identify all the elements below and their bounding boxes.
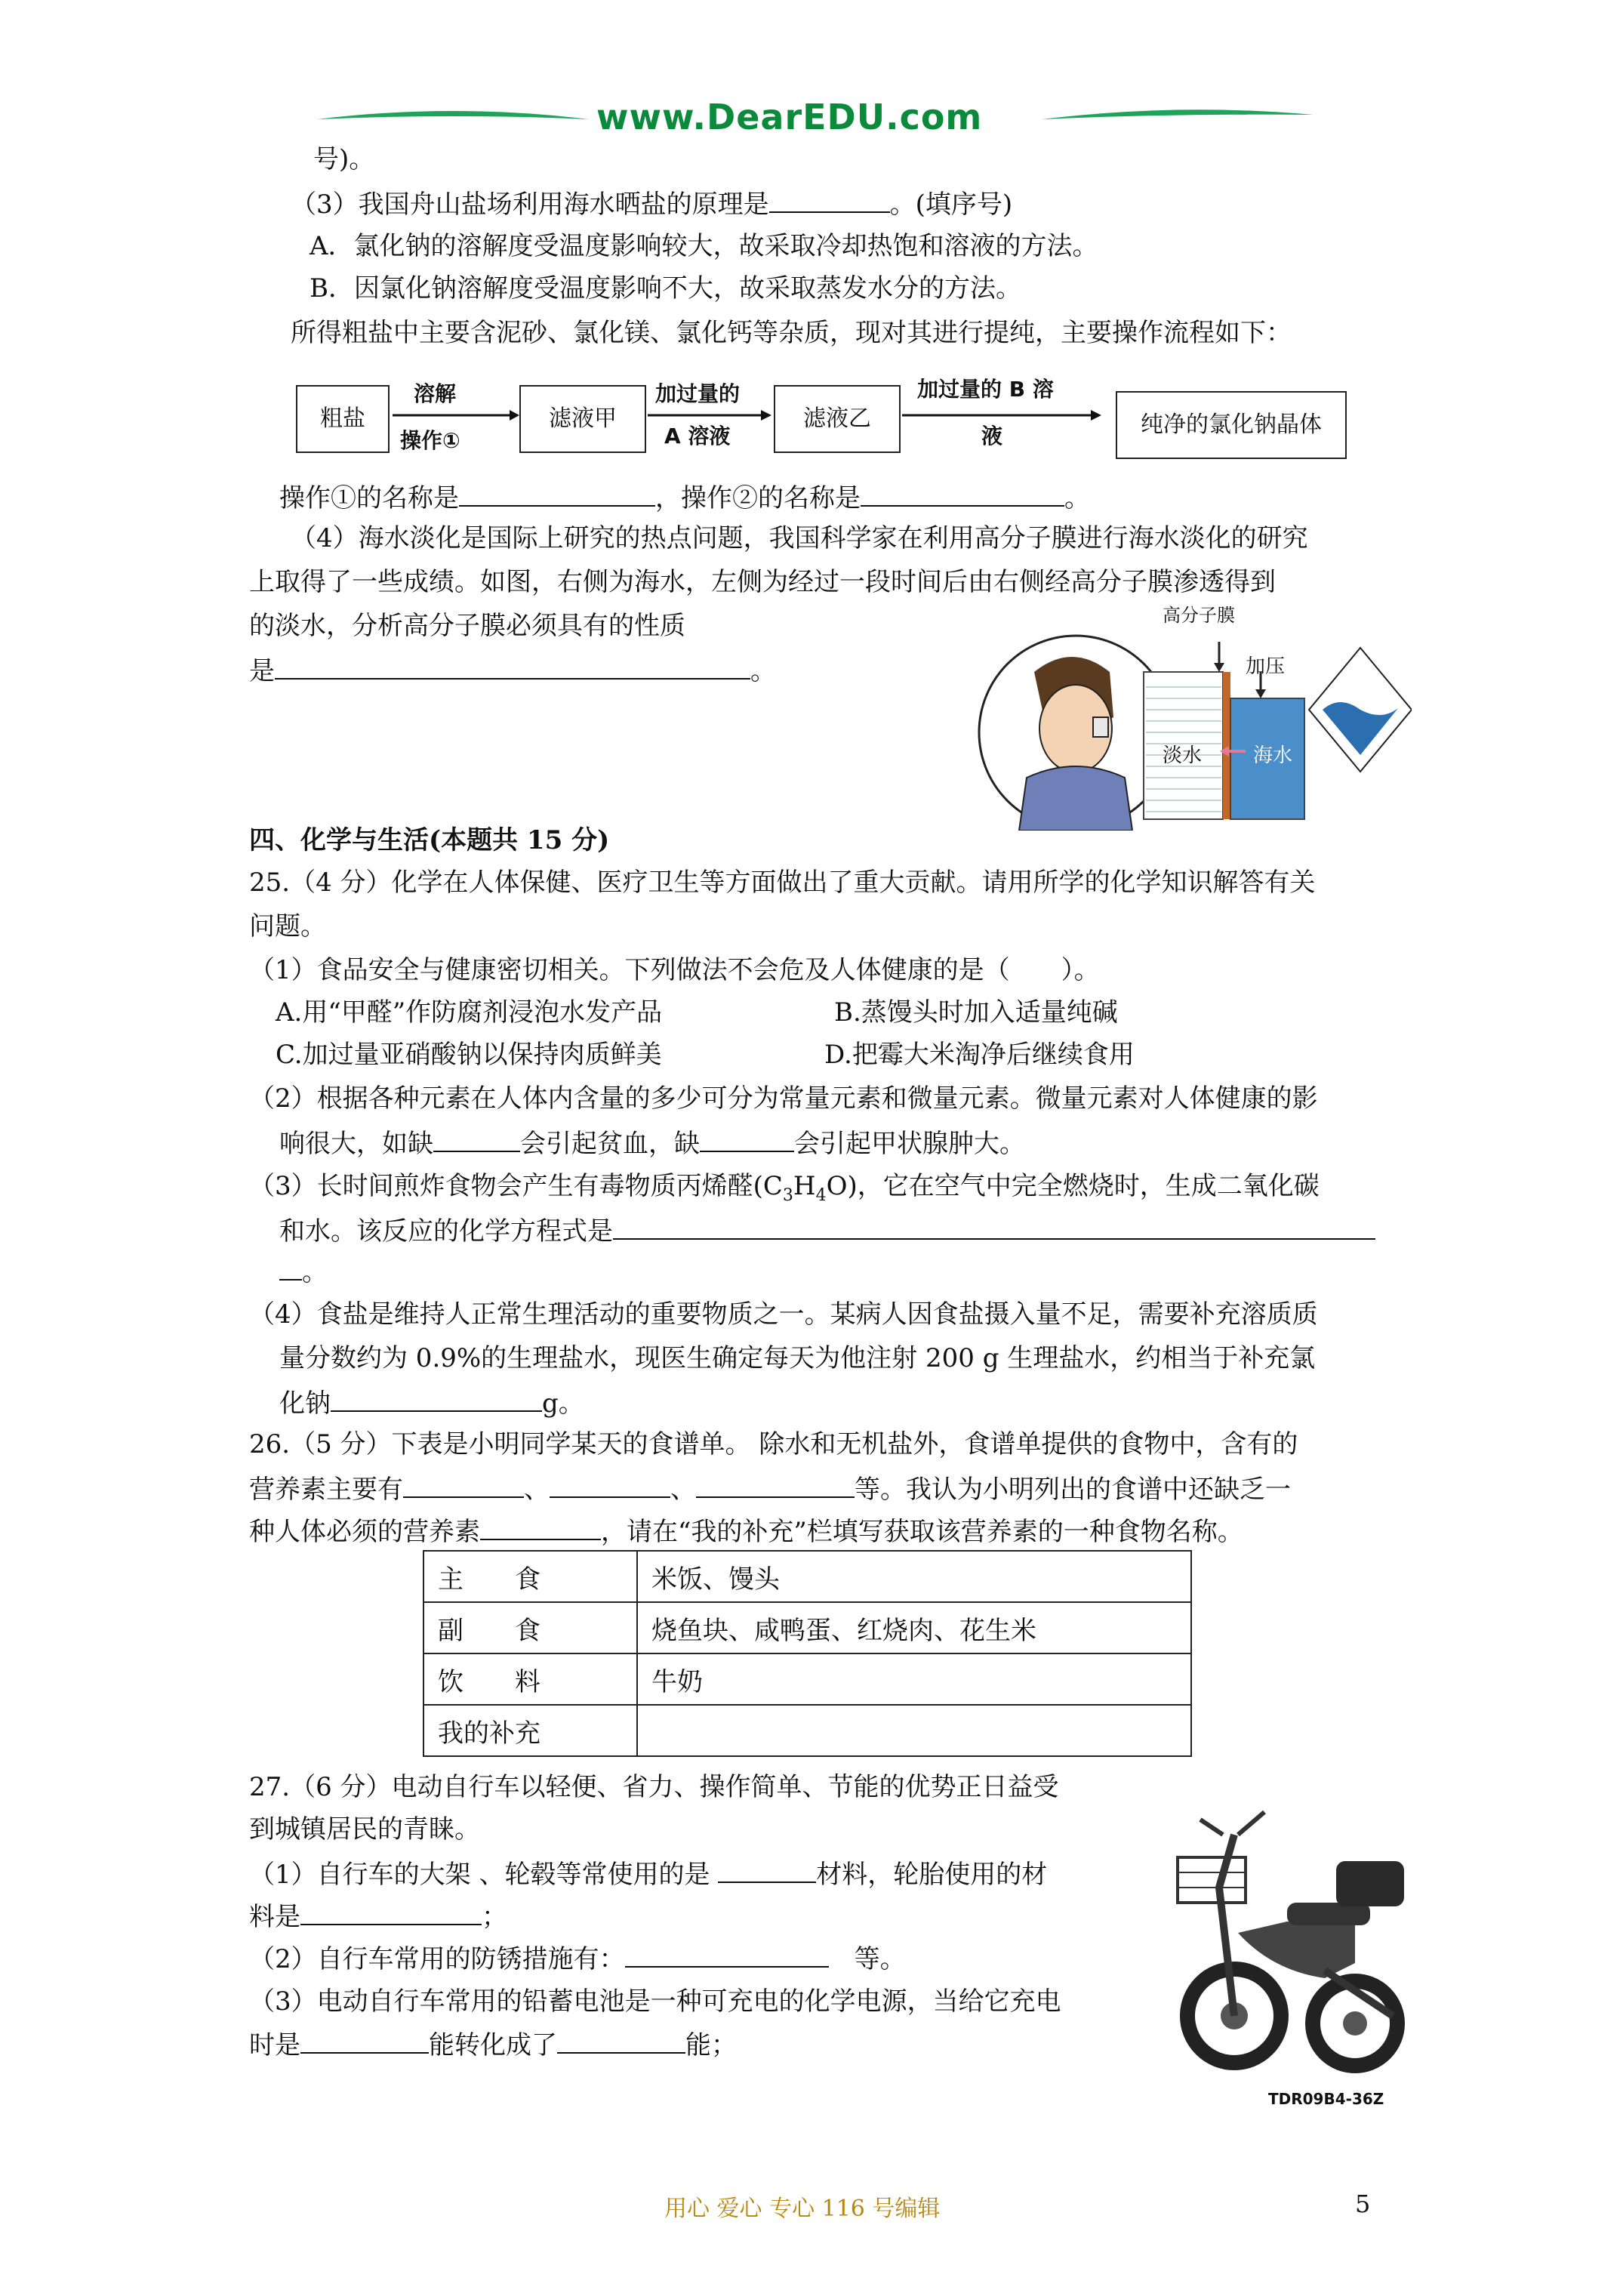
flow-arrow2-bottom: A 溶液: [664, 424, 731, 448]
q27-line-1: 27.（6 分）电动自行车以轻便、省力、操作简单、节能的优势正日益受: [249, 1772, 1059, 1802]
flow-arrow3-bottom: 液: [981, 424, 1003, 448]
header-site-name: www.DearEDU.com: [596, 97, 983, 137]
flow-arrow1-bottom: 操作①: [400, 428, 460, 453]
table-label: 主 食: [423, 1551, 637, 1602]
q27-line-5: （2）自行车常用的防锈措施有： 等。: [249, 1940, 906, 1977]
q25-sub2-line2: 响很大，如缺 会引起贫血，缺 会引起甲状腺肿大。: [279, 1125, 1025, 1161]
table-value-input[interactable]: [637, 1705, 1191, 1756]
flow-arrow1-top: 溶解: [414, 381, 457, 406]
footer-text: 用心 爱心 专心 116 号编辑: [664, 2196, 941, 2222]
flow-box-filtrate-b: 滤液乙: [774, 385, 901, 453]
table-label: 我的补充: [423, 1705, 637, 1756]
q25-option-d: D.把霉大米淘净后继续食用: [824, 1040, 1135, 1070]
question-4-line-2: 上取得了一些成绩。如图，右侧为海水，左侧为经过一段时间后由右侧经高分子膜渗透得到: [249, 567, 1276, 597]
q25-sub4-line1: （4）食盐是维持人正常生理活动的重要物质之一。某病人因食盐摄入量不足，需要补充溶质质: [249, 1299, 1318, 1330]
option-a: A．氯化钠的溶解度受温度影响较大，故采取冷却热饱和溶液的方法。: [310, 231, 1098, 261]
q25-sub4-line3: 化钠 g。: [279, 1385, 584, 1421]
q27-line-3: （1）自行车的大架 、轮毂等常使用的是 材料，轮胎使用的材: [249, 1856, 1047, 1892]
flow-box-pure-nacl: 纯净的氯化钠晶体: [1116, 391, 1347, 459]
question-3-line: （3）我国舟山盐场利用海水晒盐的原理是 。(填序号): [291, 186, 1012, 222]
flow-arrow2-top: 加过量的: [655, 381, 741, 406]
q25-sub4-line2: 量分数约为 0.9%的生理盐水，现医生确定每天为他注射 200 g 生理盐水，约相当于补充氯: [279, 1343, 1316, 1373]
section-title: 四、化学与生活(本题共 15 分): [249, 825, 610, 855]
q25-line-2: 问题。: [249, 911, 326, 942]
membrane-sea-label: 海水: [1253, 744, 1293, 767]
table-row: [423, 1653, 1191, 1705]
flow-box-filtrate-a: 滤液甲: [519, 385, 646, 453]
q27-line-2: 到城镇居民的青睐。: [249, 1814, 480, 1845]
membrane-fresh-label: 淡水: [1163, 744, 1203, 767]
table-label: 饮 料: [423, 1653, 637, 1705]
bike-caption: TDR09B4-36Z: [1268, 2090, 1384, 2108]
membrane-figure: [974, 627, 1412, 831]
question-4-line-3: 的淡水，分析高分子膜必须具有的性质: [249, 611, 685, 641]
table-row: [423, 1705, 1191, 1756]
flow-intro: 所得粗盐中主要含泥砂、氯化镁、氯化钙等杂质，现对其进行提纯，主要操作流程如下：: [291, 318, 1292, 348]
question-4-line-4: 是 。: [249, 652, 776, 689]
flow-arrow-3: [902, 408, 1106, 423]
flow-arrow-1: [393, 408, 521, 423]
q25-sub3-line2: 和水。该反应的化学方程式是: [279, 1213, 1375, 1249]
q25-sub1: （1）食品安全与健康密切相关。下列做法不会危及人体健康的是（ ）。: [249, 955, 1100, 985]
q25-line-1: 25.（4 分）化学在人体保健、医疗卫生等方面做出了重大贡献。请用所学的化学知识解答有关: [249, 868, 1316, 898]
text-line: 号)。: [313, 144, 375, 174]
table-value: 烧鱼块、咸鸭蛋、红烧肉、花生米: [637, 1602, 1191, 1653]
option-b: B．因氯化钠溶解度受温度影响不大，故采取蒸发水分的方法。: [310, 273, 1021, 304]
q25-option-c: C.加过量亚硝酸钠以保持肉质鲜美: [276, 1040, 662, 1070]
q25-sub2-line1: （2）根据各种元素在人体内含量的多少可分为常量元素和微量元素。微量元素对人体健康的影: [249, 1083, 1318, 1114]
q25-option-b: B.蒸馒头时加入适量纯碱: [834, 997, 1118, 1028]
question-4-line-1: （4）海水淡化是国际上研究的热点问题，我国科学家在利用高分子膜进行海水淡化的研究: [291, 523, 1308, 553]
flow-box-crude-salt: 粗盐: [296, 385, 390, 453]
q27-line-7: 时是 能转化成了 能；: [249, 2026, 737, 2063]
q26-line-1: 26.（5 分）下表是小明同学某天的食谱单。 除水和无机盐外，食谱单提供的食物中，含有的: [249, 1429, 1298, 1459]
q26-line-2: 营养素主要有 、 、 等。我认为小明列出的食谱中还缺乏一: [249, 1471, 1291, 1507]
q25-sub3-line1: （3）长时间煎炸食物会产生有毒物质丙烯醛$(C_3H_4O)$，它在空气中完全燃烧时，生成二氧化碳: [249, 1171, 1320, 1205]
menu-table: [423, 1550, 1192, 1757]
q25-option-a: A.用“甲醛”作防腐剂浸泡水发产品: [276, 997, 663, 1028]
table-label: 副 食: [423, 1602, 637, 1653]
page-number: 5: [1355, 2190, 1371, 2218]
q27-line-6: （3）电动自行车常用的铅蓄电池是一种可充电的化学电源，当给它充电: [249, 1986, 1061, 2017]
table-value: 牛奶: [637, 1653, 1191, 1705]
flow-arrow3-top: 加过量的 B 溶: [917, 377, 1054, 402]
q25-sub3-line3: 。: [279, 1253, 328, 1290]
operation-names-line: 操作①的名称是 ，操作②的名称是 。: [279, 479, 1090, 516]
q26-line-3: 种人体必须的营养素 ，请在“我的补充”栏填写获取该营养素的一种食物名称。: [249, 1513, 1243, 1549]
table-value: 米饭、馒头: [637, 1551, 1191, 1602]
q27-line-4: 料是 ；: [249, 1898, 507, 1934]
membrane-title: 高分子膜: [1163, 605, 1235, 626]
table-row: [423, 1551, 1191, 1602]
electric-bike-figure: [1166, 1774, 1415, 2084]
membrane-pressure-label: 加压: [1246, 655, 1286, 678]
table-row: [423, 1602, 1191, 1653]
